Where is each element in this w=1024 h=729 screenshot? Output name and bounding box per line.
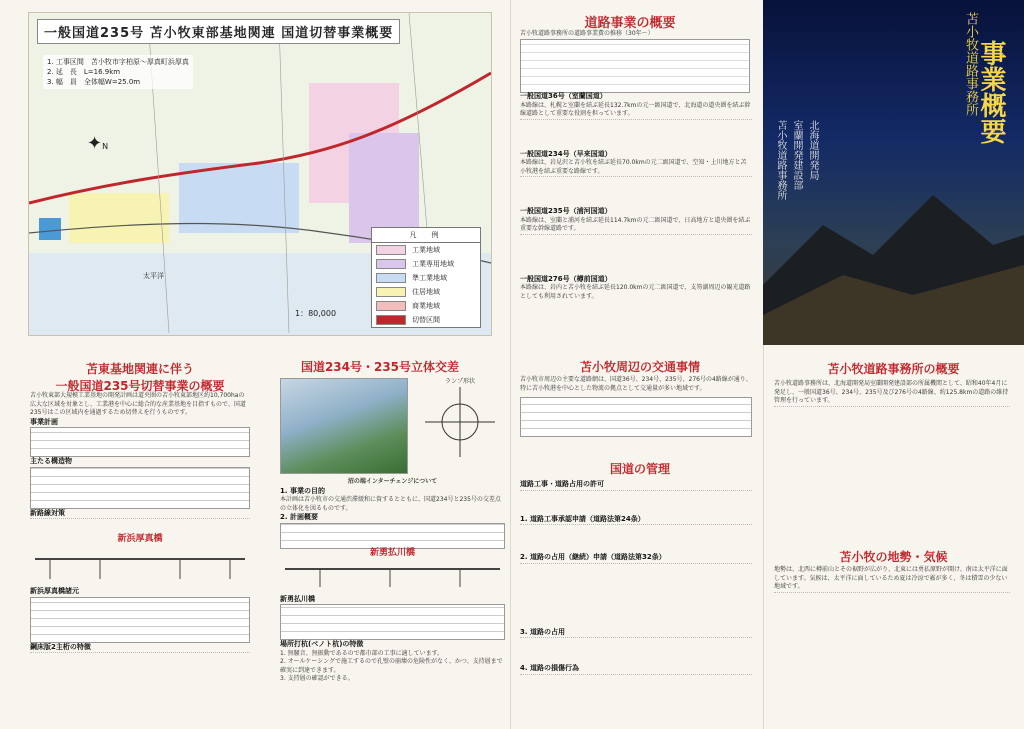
text-filler [30,652,250,679]
mgmt-item: 3. 道路の占用 [520,627,565,636]
table-caption: 苫小牧道路事務所の道路事業費の推移（30年〜） [520,30,654,37]
legend-row: 工業専用地域 [372,257,480,271]
mgmt-content [520,480,752,695]
cover-subtitle: 苫小牧道路事務所 [963,12,978,116]
structures-head: 主たる構造物 [30,457,72,465]
text-filler [520,119,752,150]
road-overview-table-block [520,30,750,93]
map-note: 3. 幅 員 全体幅W=25.0m [47,78,141,86]
note-item: 1. 無騒音、無振動であるので都市部の工事に適しています。 [280,649,444,657]
map-legend [371,227,481,328]
ramp-drawing [425,387,495,457]
mountain-silhouette [763,165,1024,345]
geo-title: 苫小牧の地勢・気候 [839,550,948,564]
mgmt-item: 1. 道路工事承認申請（道路法第24条） [520,514,645,523]
section-head: 一般国道235号（浦河国道） [520,207,612,215]
mgmt-item: 道路工事・道路占用の許可 [520,480,604,488]
cover-org1: 北海道開発局 [807,120,818,180]
traffic-content [520,376,752,437]
mgmt-item: 2. 道路の占用（継続）申請（道路法第32条） [520,553,666,561]
bridge1-drawing [30,544,250,584]
office-title: 苫小牧道路事務所の概要 [827,362,960,376]
port-basin [39,218,61,240]
text-filler [520,176,752,207]
mgmt-title: 国道の管理 [609,462,670,476]
east-base-intro: 苫小牧東部大規模工業基地の開発計画は道央圏の苫小牧東部地区約10,700haの広大な区域を対象とし、工業港を中心に総合的な産業基地を目指すもので、国道235号はこの区域内を通過するため切替えを行うものです。 [30,392,246,416]
cover-org3: 苫小牧道路事務所 [775,120,786,200]
legend-title: 凡 例 [372,228,480,243]
legend-swatch [376,245,406,255]
note-item: 3. 支持層の確認ができる。 [280,675,354,682]
east-base-title [30,360,250,394]
mgmt-item: 4. 道路の損傷行為 [520,664,579,672]
legend-swatch [376,301,406,311]
traffic-table [520,397,752,437]
traffic-body: 苫小牧市周辺の主要な道路網は、国道36号、234号、235号、276号の4路線が通り、特に苫小牧港を中心とした物流の拠点として交通量が多い地域です。 [520,376,752,392]
geo-content [774,566,1010,703]
construction-head: 新路線対策 [30,508,65,517]
legend-row: 工業地域 [372,243,480,257]
legend-row: 準工業地域 [372,271,480,285]
sea-label: 太平洋 [143,272,164,280]
east-base-title-line2: 一般国道235号切替事業の概要 [55,379,225,393]
structures-table [30,467,250,509]
legend-row: 商業地域 [372,299,480,313]
traffic-title: 苫小牧周辺の交通事情 [579,360,700,374]
ramp-diagram [420,378,500,460]
section-head: 一般国道276号（樽前国道） [520,274,612,283]
section-body: 本路線は、岩見沢と苫小牧を結ぶ延長70.0kmの元二級国道で、空知・上川地方と苫小牧港を結ぶ重要な路線です。 [520,159,747,175]
text-filler [520,674,752,695]
east-base-title-line1: 苫東基地関連に伴う [85,362,194,376]
compass-icon: ✦N [87,133,109,154]
map-note: 1. 工事区間 苫小牧市字柏原〜厚真町浜厚真 [47,58,189,66]
cover-panel [763,0,1024,345]
plan-head: 事業計画 [30,417,58,426]
interchange-content [280,478,505,684]
fold-line-1 [510,0,511,729]
map-note: 2. 延 長 L=16.9km [47,68,121,76]
text-filler [520,490,752,515]
interchange-title: 国道234号・235号立体交差 [300,360,460,374]
bridge-spec-head: 新浜厚真橋諸元 [30,587,79,595]
aerial-photo [280,378,408,474]
bridge1-title: 新浜厚真橋 [117,534,163,544]
road-overview-sections [520,92,752,301]
text-filler [520,637,752,664]
budget-table [520,39,750,93]
bridge2-spec-table [280,604,505,640]
ramp-label: ランプ形状 [444,378,475,385]
interchange-caption: 沼の端インターチェンジについて [347,478,438,485]
text-filler [520,563,752,628]
note-item: 2. オールケーシングで施工するので孔壁の崩壊の危険性がなく、かつ、支持層まで確実に到達できます。 [280,658,503,674]
east-base-content [30,392,250,679]
cover-title: 事業概要 [976,40,1006,144]
section-body: 本路線は、札幌と室蘭を結ぶ延長132.7kmの元一級国道で、北海道の道央圏を結ぶ幹線道路として重要な役割を担っています。 [520,101,751,117]
bridge2-title: 新勇払川橋 [369,547,415,558]
map-scale: 1：80,000 [295,309,337,318]
bridge2-drawing [280,557,505,591]
geo-body: 地勢は、北西に樽前山とその裾野が広がり、北東には勇払原野が開け、南は太平洋に面しています。気候は、太平洋に面しているため夏は冷涼で霧が多く、冬は積雪の少ない地域です。 [774,566,1008,590]
legend-row: 住居地域 [372,285,480,299]
plan-head-2: 2. 計画概要 [280,513,318,521]
map-notes [43,55,193,89]
zone-residential [69,193,169,243]
legend-swatch [376,259,406,269]
cover-org2: 室蘭開発建設部 [791,120,802,190]
road-overview-title: 道路事業の概要 [584,16,676,31]
legend-swatch [376,273,406,283]
text-filler [30,518,250,535]
text-filler [774,592,1010,703]
legend-row: 切替区間 [372,313,480,327]
project-map [28,12,492,336]
text-filler [774,406,1010,527]
office-content [774,380,1010,527]
section-head: 一般国道234号（早来国道） [520,149,612,158]
text-filler [520,524,752,553]
purpose-body: 本計画は苫小牧市の交通渋滞緩和に資するとともに、国道234号と235号の交差点の立体化を図るものです。 [280,496,501,512]
section-head: 一般国道36号（室蘭国道） [520,92,607,100]
bridge-spec-table [30,597,250,643]
joint-head: 鋼床版2主桁の特徴 [30,642,91,651]
legend-swatch [376,287,406,297]
plan-table-2 [280,523,505,549]
section-body: 本路線は、室蘭と浦河を結ぶ延長114.7kmの元二級国道で、日高地方と道央圏を結ぶ重要な幹線道路です。 [520,216,751,232]
zone-semi-industrial [179,163,299,233]
legend-swatch [376,315,406,325]
note-head: 場所打杭(ベノト杭)の特徴 [280,640,364,648]
map-title: 一般国道235号 苫小牧東部基地関連 国道切替事業概要 [37,19,400,44]
text-filler [520,234,752,275]
bridge2-spec-head: 新勇払川橋 [280,594,315,603]
section-body: 本路線は、岩内と苫小牧を結ぶ延長120.0kmの元二級国道で、支笏湖周辺の観光道路としても利用されています。 [520,284,751,300]
purpose-head: 1. 事業の目的 [280,486,325,495]
office-body: 苫小牧道路事務所は、北海道開発局室蘭開発建設部の所属機関として、昭和40年4月に発足し、一般国道36号、234号、235号及び276号の4路線、約125.8kmの道路の維持管理を行っています。 [774,380,1009,404]
plan-table [30,427,250,457]
